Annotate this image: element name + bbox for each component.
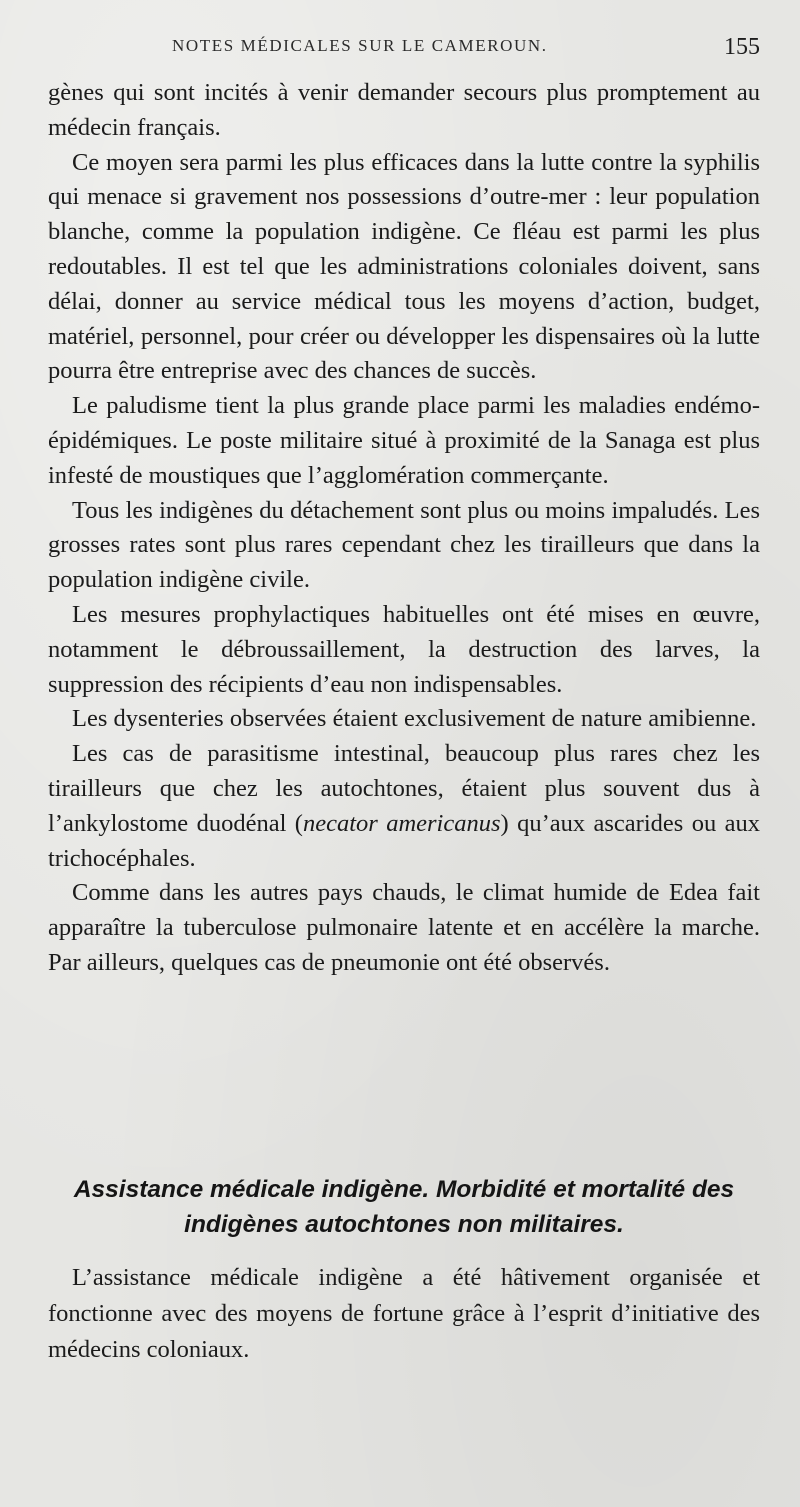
species-name: necator americanus <box>302 809 501 837</box>
closing-text <box>48 1260 760 1368</box>
parasitisme-text-end: ) qu’aux ascarides ou aux trichocéphales. <box>48 809 760 872</box>
section-heading: Assistance médicale indigène. Morbidité et mortalité des indigènes autochtones non militaires. <box>73 1176 735 1238</box>
paragraph-dysenteries: Les dysenteries observées étaient exclusivement de nature amibienne. <box>72 705 757 733</box>
page-header <box>0 34 800 66</box>
paragraph-continuation: gènes qui sont incités à venir demander secours plus promptement au médecin français. <box>48 79 760 141</box>
paragraph-assistance: L’assistance médicale indigène a été hâtivement organisée et fonctionne avec des moyens de fortune grâce à l’esprit d’initiative des médecins coloniaux. <box>48 1264 760 1363</box>
paragraph-parasitisme <box>48 737 760 876</box>
paragraph-impaludes: Tous les indigènes du détachement sont plus ou moins impaludés. Les grosses rates sont plus rares cependant chez les tirailleurs que dans la population indigène civile. <box>48 496 760 594</box>
paragraph-prophylaxie: Les mesures prophylactiques habituelles ont été mises en œuvre, notamment le débroussaillement, la destruction des larves, la suppression des récipients d’eau non indispensables. <box>48 600 760 698</box>
page-number: 155 <box>724 34 760 60</box>
running-head: NOTES MÉDICALES SUR LE CAMEROUN. <box>172 36 548 55</box>
paragraph-paludisme: Le paludisme tient la plus grande place parmi les maladies endémo-épidémiques. Le poste militaire situé à proximité de la Sanaga est plus infesté de moustiques que l’agglomération commerçante. <box>48 392 760 489</box>
paragraph-tuberculose: Comme dans les autres pays chauds, le climat humide de Edea fait apparaître la tuberculose pulmonaire latente et en accélère la marche. Par ailleurs, quelques cas de pneumonie ont été observés. <box>48 879 760 976</box>
paragraph-syphilis: Ce moyen sera parmi les plus efficaces dans la lutte contre la syphilis qui menace si gravement nos possessions d’outre-mer : leur population blanche, comme la population indigène. Ce fléau est parmi les plus redoutables. Il est tel que les administrations coloniales doivent, sans délai, donner au service médical tous les moyens d’action, budget, matériel, personnel, pour créer ou développer les dispensaires où la lutte pourra être entreprise avec des chances de succès. <box>48 148 760 385</box>
body-text <box>48 76 760 981</box>
parasitisme-text-start: Les cas de parasitisme intestinal, beaucoup plus rares chez les tirailleurs que chez les autochtones, étaient plus souvent dus à l’ankylostome duodénal ( <box>48 740 760 837</box>
